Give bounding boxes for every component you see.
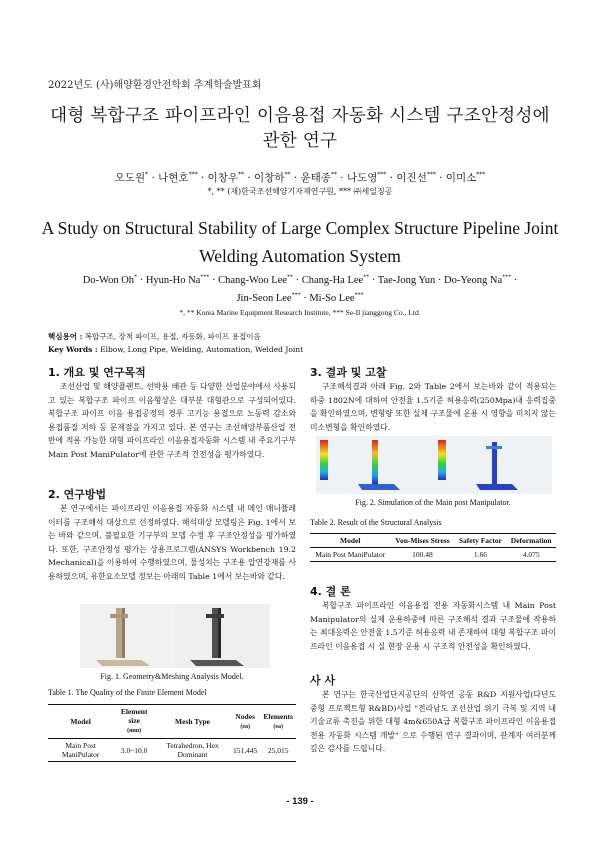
table-1-header-elements: Elements (ea) (260, 705, 296, 739)
table-2 (310, 533, 556, 562)
author-affiliation-mark: *** (502, 274, 512, 281)
table-2-header-safety-factor: Safety Factor (454, 534, 506, 548)
title-korean: 대형 복합구조 파이프라인 이음용접 자동화 시스템 구조안정성에 관한 연구 (50, 106, 550, 151)
table-2-cell-deformation: 4.075 (522, 550, 540, 559)
table-1-cell-mesh-type: Tetrahedron, Hex Dominant (166, 741, 219, 759)
keywords-en-label: Key Words : (48, 345, 98, 354)
author-name: Chang-Woo Lee (218, 275, 287, 286)
authors-english: Do-Won Oh* · Hyun-Ho Na*** · Chang-Woo Lee** · Chang-Ha Lee** · Tae-Jong Yun · Do-Yeong Na*** · Jin-Seon Lee*** · Mi-So Lee*** (82, 274, 518, 304)
affiliation-korean: *, ** (재)한국조선해양기자재연구원, *** ㈜세일징공 (207, 187, 393, 196)
section-5-title: 사 사 (310, 674, 336, 687)
table-1-header-nodes: Nodes (ea) (230, 705, 260, 739)
title-english: A Study on Structural Stability of Large Complex Structure Pipeline Joint Welding Automation System (41, 218, 559, 266)
table-row (310, 548, 556, 562)
author-affiliation-mark: *** (354, 292, 364, 299)
section-3-title: 3. 결과 및 고찰 (310, 366, 387, 379)
author-affiliation-mark: *** (188, 171, 198, 179)
figure-2-graphic (316, 436, 552, 494)
author-name: 이진선 (396, 172, 427, 184)
author-name: Jin-Seon Lee (236, 293, 292, 304)
keywords-en: Elbow, Long Pipe, Welding, Automation, Welded Joint (100, 345, 304, 354)
table-1-cell-element-size: 3.0~10.0 (120, 745, 148, 755)
keywords-ko-label: 핵심용어 : (48, 332, 83, 341)
table-1-header-element-size: Element size (mm) (113, 705, 155, 739)
author-affiliation-mark: *** (377, 171, 387, 179)
author-name: 이미소 (445, 172, 477, 184)
author-affiliation-mark: ** (330, 171, 337, 179)
author-affiliation-mark: ** (238, 171, 245, 179)
section-1-body: 조선산업 및 해양플랜트, 선박용 배관 등 다양한 산업분야에서 사용되고 있는 복합구조 파이프 이음형상은 대부분 대형관으로 구성되어있다. 복합구조 파이프 이음 용접공정의 경우 고기능 용접으로 노동력 감소와 용접품질 저하 등 문제점을 가지고 있다. 본 연구는 조선해양부품산업 전반에 적용 가능한 대형 파이프라인 이음용접자동화 시스템 내 주요기구부 Main Post ManiPulator에 관한 구조적 건전성을 평가하였다. (48, 382, 296, 459)
author-name: Chang-Ha Lee (301, 275, 364, 286)
author-affiliation-mark: ** (284, 171, 291, 179)
table-row (48, 739, 296, 762)
table-1-header-model: Model (48, 705, 113, 739)
author-name: Mi-So Lee (309, 293, 355, 304)
section-1-title: 1. 개요 및 연구목적 (48, 366, 146, 379)
table-1-cell-elements: 25,015 (267, 745, 289, 755)
author-name: Hyun-Ho Na (145, 275, 201, 286)
author-name: Do-Won Oh (82, 275, 135, 286)
section-3-body: 구조해석결과 아래 Fig. 2와 Table 2에서 보는바와 같이 적용되는 하중 1802N에 대하여 안전율 1.5기준 허용응력(250Mpa)내 응력집중을 확인하였으며, 변형량 또한 실제 구조물에 운용 시 영향을 미치지 않는 미소변형을 확인하였다. (310, 382, 556, 432)
author-name: 이창하 (254, 172, 285, 184)
author-affiliation-mark: *** (476, 171, 486, 179)
authors-korean: 오도원* · 나현호*** · 이창우** · 이창하** · 윤태종** · 나도영*** · 이진선*** · 이미소*** (114, 171, 486, 184)
keywords-ko: 복합구조, 장척 파이프, 용접, 자동화, 파이프 용접이음 (84, 332, 261, 341)
author-name: Tae-Jong Yun (377, 275, 436, 286)
table-2-header-deformation: Deformation (506, 534, 556, 548)
author-name: 이창우 (207, 172, 239, 184)
author-affiliation-mark: ** (363, 274, 370, 281)
figure-1 (80, 604, 270, 668)
table-2-header-von-mises: Von-Mises Stress (390, 534, 454, 548)
affiliation-english: *, ** Korea Marine Equipment Research Institute, *** Se-Il jianggong Co., Ltd. (179, 308, 421, 317)
table-1-cell-nodes: 151,445 (233, 745, 258, 755)
figure-2 (316, 436, 552, 494)
figure-1-caption: Fig. 1. Geometry&Meshing Analysis Model. (100, 672, 244, 681)
table-2-cell-model: Main Post ManiPulator (315, 550, 386, 559)
section-5-body: 본 연구는 한국산업단지공단의 산학연 공동 R&D 지원사업(다년도 중형 프로젝트형 R&BD)사업 "전라남도 조선산업 위기 극복 및 지역 내 기술교류 촉진을 위한 대형 4m&650A급 복합구조 파이프라인 이음용접 전용 자동화 시스템 개발" 으로 수행된 연구 결과이며, 관계자 여러분께 깊은 감사를 드립니다. (310, 690, 556, 753)
section-2-body: 본 연구에서는 파이프라인 이음용접 자동화 시스템 내 메인 매니퓰레이터를 구조해석 대상으로 선정하였다. 해석대상 모델링은 Fig. 1에서 보는 바와 같으며, 불필요한 기구부의 모델 수정 후 구조안정성을 평가하였다. 또한, 구조안정성 평가는 상용프로그램(ANSYS Workbench 19.2 Mechanical)을 이용하여 수행하였으며, 물성치는 구조용 압연강재를 사용하였으며, 유한요소모델 정보는 아래의 Table 1에서 보는바와 같다. (48, 504, 296, 581)
author-affiliation-mark: *** (426, 171, 436, 179)
figure-1-graphic (80, 604, 270, 668)
author-name: 윤태종 (300, 172, 331, 184)
author-affiliation-mark: ** (286, 274, 293, 281)
table-1-cell-model: Main Post ManiPulator (61, 741, 100, 759)
table-1-header-mesh-type: Mesh Type (155, 705, 230, 739)
author-affiliation-mark: *** (291, 292, 301, 299)
author-name: 나도영 (346, 172, 378, 184)
table-1 (48, 704, 296, 762)
section-4-title: 4. 결 론 (310, 585, 351, 598)
keywords-block (48, 330, 303, 356)
author-affiliation-mark: * (145, 171, 149, 179)
author-affiliation-mark: * (134, 274, 138, 281)
page-number: - 139 - (286, 796, 314, 807)
section-4-body: 복합구조 파이프라인 이음용접 전용 자동화시스템 내 Main Post Manipulator의 실제 운용하중에 따른 구조해석 결과 구조물에 작용하는 최대응력은 안전율 1.5기준 허용응력 내 존재하여 대형 복합구조 파이프라인 이음용접 시 실 현장 운용 시 구조적 안전성을 확인하였다. (310, 601, 556, 651)
table-2-cell-von-mises: 100.48 (412, 550, 433, 559)
conference-header: 2022년도 (사)해양환경안전학회 추계학술발표회 (48, 80, 262, 91)
table-1-caption: Table 1. The Quality of the Finite Element Model (48, 688, 207, 697)
author-name: Do-Yeong Na (444, 275, 503, 286)
figure-2-caption: Fig. 2. Simulation of the Main post Manipulator. (355, 498, 511, 507)
table-2-cell-safety-factor: 1.66 (473, 550, 487, 559)
section-2-title: 2. 연구방법 (48, 488, 107, 501)
author-name: 나현호 (158, 172, 189, 184)
author-name: 오도원 (114, 172, 146, 184)
table-2-caption: Table 2. Result of the Structural Analysis (310, 518, 442, 527)
author-affiliation-mark: *** (200, 274, 210, 281)
table-2-header-model: Model (310, 534, 390, 548)
